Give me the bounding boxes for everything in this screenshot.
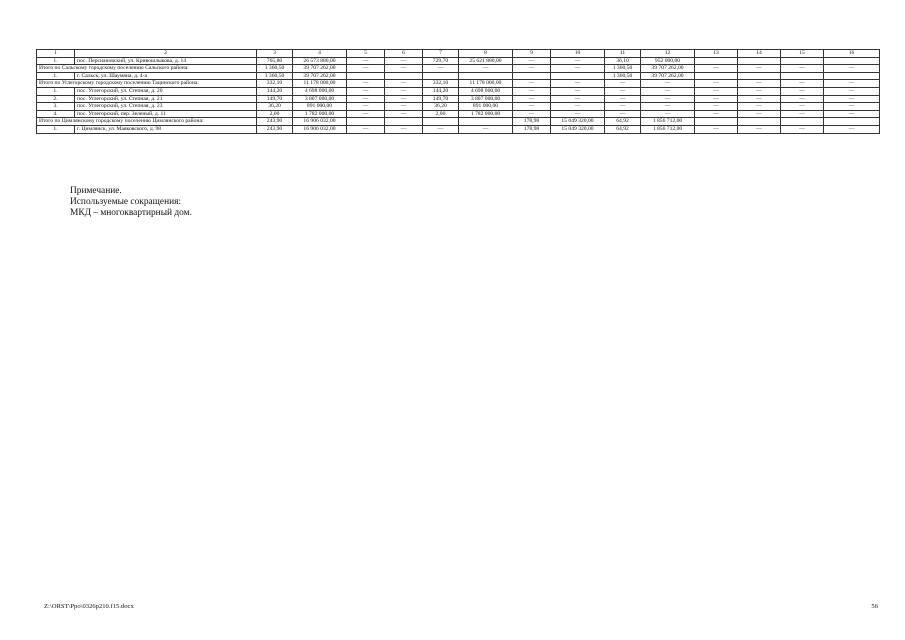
table-cell: — [513,65,551,73]
table-cell: — [738,65,781,73]
table-cell: 952 000,00 [641,57,695,65]
table-cell: 16 906 032,00 [293,125,347,133]
table-cell [459,72,513,80]
column-header: 15 [781,50,824,58]
table-cell: — [781,110,824,118]
table-cell: 15 049 320,00 [551,118,605,126]
table-cell [423,72,459,80]
table-cell: — [738,110,781,118]
table-cell: 4 698 000,00 [293,87,347,95]
table-cell: — [423,65,459,73]
address-cell: пос. Углегорский, ул. Степная, д. 20 [75,87,257,95]
table-cell: 26 573 880,00 [293,57,347,65]
address-cell: пос. Углегорский, ул. Степная, д. 21 [75,95,257,103]
data-table [36,49,880,134]
column-header: 14 [738,50,781,58]
table-cell: — [347,125,385,133]
table-cell [781,72,824,80]
note-abbrev-mkd: МКД – многоквартирный дом. [70,208,192,218]
table-cell: 1 360,50 [257,72,293,80]
table-cell: — [551,103,605,111]
table-cell: — [824,65,880,73]
table-cell: 729,70 [423,57,459,65]
total-label: Итого по Цимлянскому городскому поселению Цимлянского района: [37,118,257,126]
address-cell: г. Цимлянск, ул. Маяковского, д. 98 [75,125,257,133]
table-cell: — [551,87,605,95]
table-cell: — [385,80,423,88]
column-header: 5 [347,50,385,58]
table-cell [423,118,459,126]
table-cell: — [824,103,880,111]
table-cell: — [695,95,738,103]
table-row [37,103,880,111]
column-header: 2 [75,50,257,58]
table-cell: 15 049 320,00 [551,125,605,133]
table-cell: — [551,80,605,88]
column-header: 7 [423,50,459,58]
table-cell: 149,70 [257,95,293,103]
table-cell [781,118,824,126]
table-cell: 1 360,50 [605,72,641,80]
table-cell: 64,92 [605,125,641,133]
table-cell [738,118,781,126]
table-cell: — [695,110,738,118]
table-cell: 39 707 262,00 [641,65,695,73]
total-row [37,65,880,73]
table-cell: 149,70 [423,95,459,103]
table-cell: 1 782 000,00 [459,110,513,118]
table-cell: 1 856 712,00 [641,125,695,133]
table-cell: 2,00 [257,110,293,118]
table-cell: — [641,103,695,111]
column-header: 1 [37,50,75,58]
table-cell: — [695,103,738,111]
table-cell: 891 000,00 [293,103,347,111]
table-cell: 765,80 [257,57,293,65]
column-header: 13 [695,50,738,58]
table-cell: — [385,103,423,111]
table-cell: — [347,103,385,111]
table-cell: — [824,95,880,103]
table-cell: — [347,95,385,103]
table-cell: — [551,65,605,73]
table-cell: 1 782 000,00 [293,110,347,118]
table-cell: — [551,57,605,65]
column-header: 8 [459,50,513,58]
table-row [37,110,880,118]
table-cell: — [605,110,641,118]
table-cell: 1 360,50 [257,65,293,73]
table-cell: — [385,95,423,103]
total-row [37,80,880,88]
table-cell: — [781,65,824,73]
table-cell: — [385,87,423,95]
total-label: Итого по Сальскому городскому поселению Сальского района: [37,65,257,73]
table-cell: 39 707 262,00 [641,72,695,80]
table-cell: 16 906 032,00 [293,118,347,126]
table-cell: 11 178 000,00 [293,80,347,88]
table-row [37,72,880,80]
table-cell: — [347,80,385,88]
table-cell: — [513,80,551,88]
table-cell: 332,10 [257,80,293,88]
column-header: 11 [605,50,641,58]
table-cell [385,72,423,80]
table-cell: — [551,110,605,118]
table-cell: — [513,87,551,95]
table-cell: — [605,80,641,88]
address-cell: г. Сальск, ул. Шаумяна, д. 4-а [75,72,257,80]
table-cell: 64,92 [605,118,641,126]
table-cell: — [459,125,513,133]
address-cell: пос. Углегорский, пер. Зеленый, д. 11 [75,110,257,118]
total-label: Итого по Углегорскому городскому поселению Тацинского района: [37,80,257,88]
table-cell: 25 621 880,00 [459,57,513,65]
table-cell [347,72,385,80]
column-header: 3 [257,50,293,58]
table-cell: — [824,87,880,95]
table-cell [824,72,880,80]
table-cell: — [605,95,641,103]
table-cell: — [695,80,738,88]
page-number: 56 [871,603,878,610]
address-cell: пос. Углегорский, ул. Степная, д. 23 [75,103,257,111]
row-number: 4. [37,110,75,118]
table-cell: — [347,57,385,65]
table-cell: — [385,125,423,133]
table-cell [738,57,781,65]
table-cell: 3 807 000,00 [459,95,513,103]
table-cell: 36,20 [257,103,293,111]
row-number: 1. [37,87,75,95]
table-cell: — [781,125,824,133]
table-cell: — [641,95,695,103]
table-cell: 144,20 [423,87,459,95]
table-cell: 36,20 [423,103,459,111]
table-cell [513,72,551,80]
notes-block [70,186,192,219]
table-cell: — [347,87,385,95]
table-cell: — [781,95,824,103]
table-cell: — [605,87,641,95]
table-cell: 39 707 262,00 [293,65,347,73]
table-row [37,95,880,103]
column-header: 6 [385,50,423,58]
column-header: 10 [551,50,605,58]
table-cell [385,118,423,126]
table-cell: — [513,110,551,118]
row-number: 1. [37,57,75,65]
table-cell: — [738,103,781,111]
table-cell [824,118,880,126]
table-cell: — [641,87,695,95]
table-cell [695,118,738,126]
table-cell: 891 000,00 [459,103,513,111]
row-number: 3. [37,103,75,111]
table-cell: — [824,125,880,133]
table-cell: — [551,95,605,103]
table-cell: 243,90 [257,125,293,133]
table-cell: — [641,80,695,88]
column-header: 16 [824,50,880,58]
table-cell: — [738,95,781,103]
table-cell: 243,90 [257,118,293,126]
table-cell: 11 178 000,00 [459,80,513,88]
table-row [37,125,880,133]
table-cell: — [781,87,824,95]
table-cell [695,57,738,65]
table-cell: 3 807 000,00 [293,95,347,103]
note-title: Примечание. [70,186,122,196]
table-cell: 178,98 [513,118,551,126]
table-cell: — [641,110,695,118]
table-cell [781,57,824,65]
table-cell [824,57,880,65]
table-cell: — [347,110,385,118]
table-cell: — [385,110,423,118]
table-cell [347,118,385,126]
table-cell: — [385,57,423,65]
table-cell: — [513,103,551,111]
table-cell: 2,00 [423,110,459,118]
table-cell: — [459,65,513,73]
table-cell: — [781,80,824,88]
table-cell: — [513,57,551,65]
table-cell: — [605,103,641,111]
row-number: 1. [37,72,75,80]
table-cell [695,72,738,80]
table-cell: 1 856 712,00 [641,118,695,126]
table-cell: — [738,87,781,95]
table-cell: 36,10 [605,57,641,65]
table-cell: — [423,125,459,133]
footer-file-path: Z:\ORST\Ppo\0326p210.f15.docx [44,603,134,610]
table-cell: — [695,65,738,73]
table-header-row [37,50,880,58]
table-cell: 1 360,50 [605,65,641,73]
table-cell: 178,98 [513,125,551,133]
total-row [37,118,880,126]
table-row [37,57,880,65]
table-cell: — [781,103,824,111]
table-cell: — [824,80,880,88]
table-cell: — [513,95,551,103]
column-header: 9 [513,50,551,58]
table-cell: — [824,110,880,118]
table-cell: — [385,65,423,73]
table-cell: 332,10 [423,80,459,88]
table-cell: 4 698 000,00 [459,87,513,95]
row-number: 2. [37,95,75,103]
table-cell [551,72,605,80]
table-cell: — [695,87,738,95]
table-cell: — [738,80,781,88]
column-header: 12 [641,50,695,58]
table-cell: — [347,65,385,73]
row-number: 1. [37,125,75,133]
table-cell: — [695,125,738,133]
note-abbrev-heading: Используемые сокращения: [70,197,182,207]
table-cell: 144,20 [257,87,293,95]
table-cell [459,118,513,126]
table-cell: — [738,125,781,133]
table-cell [738,72,781,80]
column-header: 4 [293,50,347,58]
table-row [37,87,880,95]
address-cell: пос. Персиановский, ул. Кривошлыкова, д. 14 [75,57,257,65]
table-cell: 39 707 262,00 [293,72,347,80]
